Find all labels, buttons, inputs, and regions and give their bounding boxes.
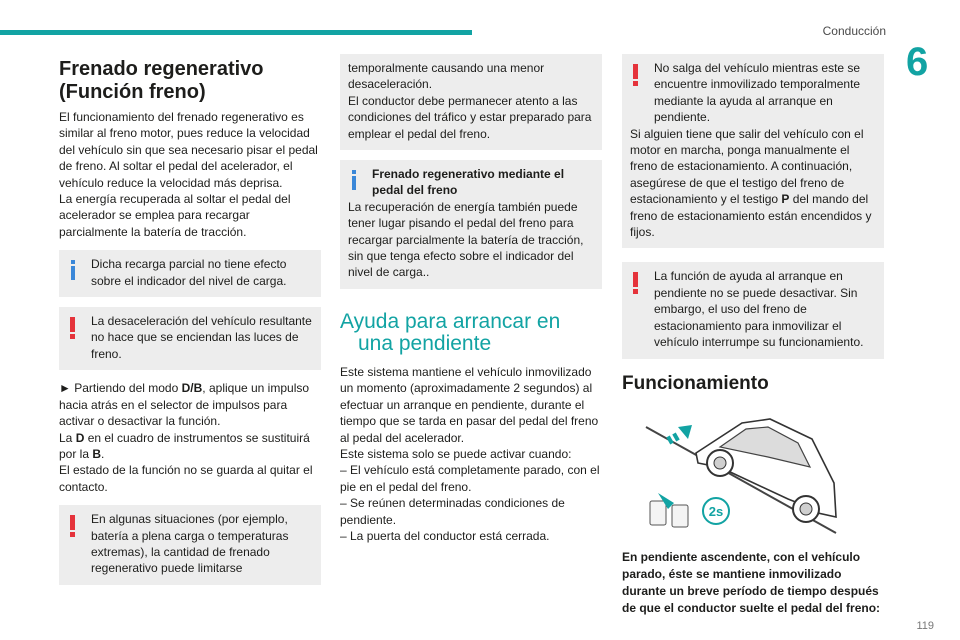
- info-box: [59, 250, 321, 297]
- paragraph: La D en el cuadro de instrumentos se sustituirá por la B.: [59, 430, 310, 461]
- warning-box: [59, 505, 321, 585]
- pedals-icon: [650, 493, 688, 527]
- warning-icon: [70, 515, 75, 537]
- paragraph: Este sistema solo se puede activar cuando:: [340, 446, 572, 461]
- list-item: – Se reúnen determinadas condiciones de pendiente.: [340, 496, 565, 527]
- warning-box: [622, 54, 884, 248]
- figure-caption: En pendiente ascendente, con el vehículo parado, éste se mantiene inmovilizado durante un breve período de tiempo después de que el conductor suelte el pedal del freno:: [622, 549, 881, 615]
- warning-text: No salga del vehículo mientras este se encuentre inmovilizado temporalmente mediante la ayuda al arranque en pendiente.: [654, 61, 861, 125]
- heading-line-2: (Función freno): [59, 81, 206, 103]
- step-instruction: ► Partiendo del modo D/B, aplique un impulso hacia atrás en el selector de impulsos para activar o desactivar la función.: [59, 381, 310, 429]
- list-item: – La puerta del conductor está cerrada.: [340, 528, 550, 543]
- heading-regenerative-braking: [59, 58, 321, 104]
- heading-hill-start-assist: [340, 311, 602, 355]
- page-number: 119: [916, 620, 934, 632]
- warning-icon: [633, 272, 638, 294]
- info-text: Dicha recarga parcial no tiene efecto sobre el indicador del nivel de carga.: [91, 257, 287, 288]
- info-title: Frenado regenerativo mediante el pedal del freno: [372, 167, 565, 198]
- hill-start-figure: [622, 405, 884, 535]
- paragraph: Este sistema mantiene el vehículo inmovilizado un momento (aproximadamente 2 segundos) al efectuar un arranque en pendiente, durante el tiempo que se tarda en pasar del pedal del freno al pedal del acelerador.: [340, 364, 599, 445]
- warning-box-continued: [340, 54, 602, 150]
- timer-badge-label: 2s: [708, 503, 724, 519]
- warning-text: temporalmente causando una menor desaceleración.: [348, 61, 545, 92]
- warning-text: Si alguien tiene que salir del vehículo con el motor en marcha, ponga manualmente el freno de estacionamiento. A continuación, asegúrese de que el testigo del freno de estacionamiento y el testigo P del mando del freno de estacionamiento están encendidos y fijos.: [630, 126, 872, 240]
- forward-arrow-icon: [666, 425, 692, 444]
- paragraph: La energía recuperada al soltar el pedal del acelerador se emplea para recargar parcialmente la batería de tracción.: [59, 192, 291, 239]
- column-3: [622, 54, 884, 617]
- info-icon: [71, 260, 75, 280]
- heading-line-1: Frenado regenerativo: [59, 58, 264, 80]
- warning-text: El conductor debe permanecer atento a las condiciones del tráfico y estar preparado para emplear el pedal del freno.: [348, 93, 592, 141]
- column-1: [59, 54, 321, 595]
- warning-icon: [70, 317, 75, 339]
- heading-line-1: Ayuda para arrancar en: [340, 309, 561, 333]
- info-box: [340, 160, 602, 289]
- info-icon: [352, 170, 356, 190]
- paragraph: El funcionamiento del frenado regenerativo es similar al freno motor, pues reduce la velocidad del vehículo sin que sea necesario pisar el pedal de freno. Al soltar el pedal del acelerador, el vehículo reduce la velocidad más deprisa.: [59, 110, 318, 190]
- paragraph: El estado de la función no se guarda al quitar el contacto.: [59, 463, 313, 494]
- warning-icon: [633, 64, 638, 86]
- info-text: La recuperación de energía también puede tener lugar pisando el pedal del freno para recargar parcialmente la batería de tracción, sin que tenga efecto sobre el indicador del nivel de carga..: [348, 199, 584, 280]
- chapter-number: 6: [906, 40, 929, 84]
- hill-start-illustration: [622, 405, 884, 539]
- column-2: [340, 54, 602, 544]
- header-accent-bar: [0, 30, 472, 35]
- warning-box: [59, 307, 321, 370]
- warning-text: En algunas situaciones (por ejemplo, batería a plena carga o temperaturas extremas), la cantidad de frenado regenerativo puede limitarse: [91, 512, 289, 576]
- warning-box: [622, 262, 884, 358]
- section-title: Conducción: [822, 24, 886, 38]
- heading-line-2: una pendiente: [358, 331, 492, 355]
- heading-operation: Funcionamiento: [622, 372, 769, 394]
- warning-text: La desaceleración del vehículo resultante no hace que se enciendan las luces de freno.: [91, 314, 312, 361]
- list-item: – El vehículo está completamente parado, con el pie en el pedal del freno.: [340, 463, 600, 494]
- warning-text: La función de ayuda al arranque en pendiente no se puede desactivar. Sin embargo, el uso del freno de estacionamiento para inmovilizar el vehículo interrumpe su funcionamiento.: [654, 269, 864, 350]
